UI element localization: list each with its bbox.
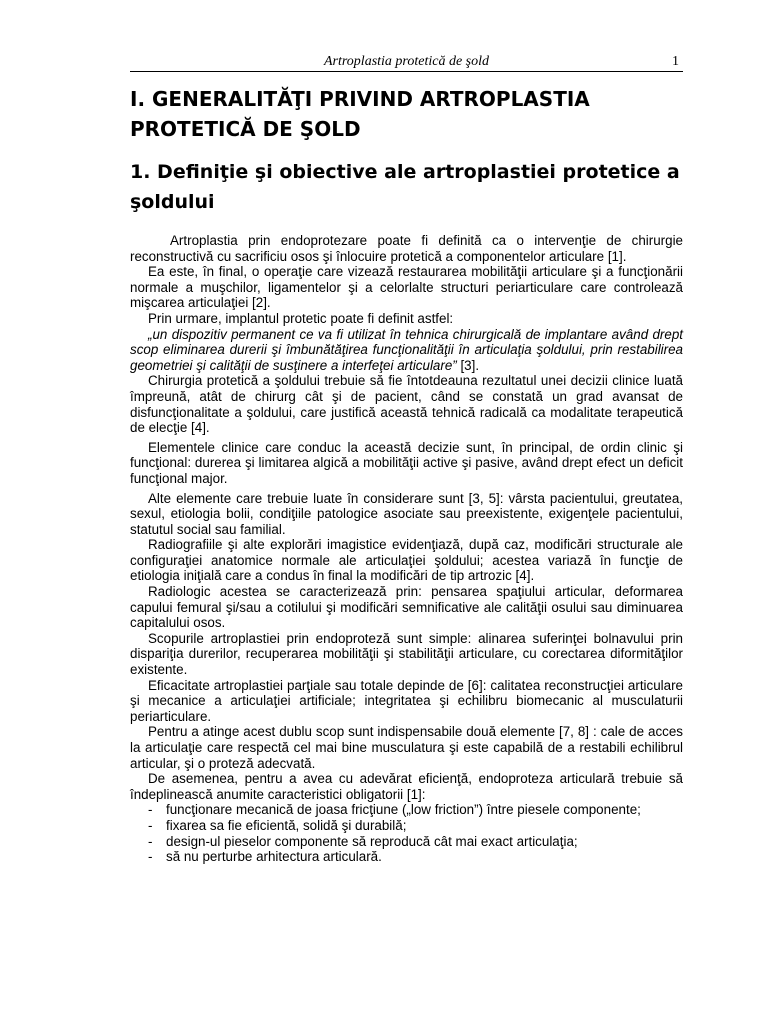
paragraph: Prin urmare, implantul protetic poate fi definit astfel: [148,310,454,326]
running-header [130,52,683,72]
paragraph: Chirurgia protetică a şoldului trebuie să fie întotdeauna rezultatul unei decizii clinice luată împreună, atât de chirurg cât şi de pacient, când se constată un grad avansat de disfuncţionalitate a şoldului, care justifică această tehnică radicală ca modalitate terapeutică de elecţie [4]. [130,373,683,436]
section-title: 1. Definiţie şi obiective ale artroplastiei protetice a şoldului [130,161,680,213]
body-text [130,233,683,865]
list-dash: - [148,833,153,849]
list-dash: - [148,802,153,818]
paragraph: Pentru a atinge acest dublu scop sunt indispensabile două elemente [7, 8] : cale de acces la articulaţie care respectă cel mai bine musculatura şi este capabilă de a restabili echilibrul articular, şi o proteză adecvată. [130,724,683,771]
chapter-title: I. GENERALITĂŢI PRIVIND ARTROPLASTIA PROTETICĂ DE ŞOLD [130,87,590,141]
paragraph: Elementele clinice care conduc la această decizie sunt, în principal, de ordin clinic şi funcţional: durerea şi limitarea algică a mobilităţii active şi pasive, având drept efect un deficit funcţional major. [130,439,683,486]
list-dash: - [148,849,153,865]
paragraph: Radiologic acestea se caracterizează prin: pensarea spaţiului articular, deformarea capului femural şi/sau a cotilului şi modificări semnificative ale calităţii osului sau diminuarea capitalului osos. [130,584,683,631]
quote-text: „un dispozitiv permanent ce va fi utilizat în tehnica chirurgicală de implantare având drept scop eliminarea durerii şi îmbunătăţirea funcţionalităţii în articulaţia şoldului, prin restabilirea geometriei şi calităţii de susţinere a interfeţei articulare” [130,326,683,373]
list-item-text: design-ul pieselor componente să reproducă cât mai exact articulaţia; [166,833,578,849]
paragraph: Scopurile artroplastiei prin endoproteză sunt simple: alinarea suferinţei bolnavului prin dispariţia durerilor, recuperarea mobilităţii şi stabilităţii articulare, cu corectarea diformităţilor existente. [130,630,683,678]
paragraph: Alte elemente care trebuie luate în considerare sunt [3, 5]: vârsta pacientului, greutatea, sexul, etiologia bolii, condiţiile patologice asociate sau preexistente, exigenţele pacientului, statutul social sau familial. [130,490,683,537]
list-dash: - [148,817,153,833]
quote-reference: [3]. [456,357,480,373]
list-item-text: fixarea sa fie eficientă, solidă şi durabilă; [166,817,407,833]
list-item-text: funcţionare mecanică de joasa fricţiune („low friction”) între piesele componente; [166,802,641,818]
definition-quote [130,327,683,374]
list-item [148,802,683,818]
paragraph: De asemenea, pentru a avea cu adevărat eficienţă, endoproteza articulară trebuie să îndeplinească anumite caracteristici obligatorii [1]: [130,771,683,802]
requirements-list [130,802,683,864]
paragraph: Radiografiile şi alte explorări imagistice evidenţiază, după caz, modificări structurale ale configuraţiei anatomice normale ale articulaţiei şoldului; acestea variază în funcţie de etiologia iniţială care a condus în final la modificări de tip artrozic [4]. [130,537,683,584]
paragraph: Ea este, în final, o operaţie care vizează restaurarea mobilităţii articulare şi a funcţionării normale a muşchilor, ligamentelor şi a celorlalte structuri periarticulare care controlează mişcarea articulaţiei [2]. [130,264,683,311]
list-item [148,849,683,865]
paragraph: Artroplastia prin endoprotezare poate fi definită ca o intervenţie de chirurgie reconstructivă cu sacrificiu osos şi înlocuire protetică a componentelor articulare [1]. [130,233,683,264]
paragraph: Eficacitate artroplastiei parţiale sau totale depinde de [6]: calitatea reconstrucţiei articulare şi mecanice a articulaţiei artificiale; integritatea şi echilibru biomecanic al musculaturii periarticulare. [130,677,683,724]
list-item [148,834,683,850]
running-title: Artroplastia protetică de şold [323,54,489,69]
list-item-text: să nu perturbe arhitectura articulară. [166,849,382,865]
list-item [148,818,683,834]
page-number: 1 [672,54,679,69]
